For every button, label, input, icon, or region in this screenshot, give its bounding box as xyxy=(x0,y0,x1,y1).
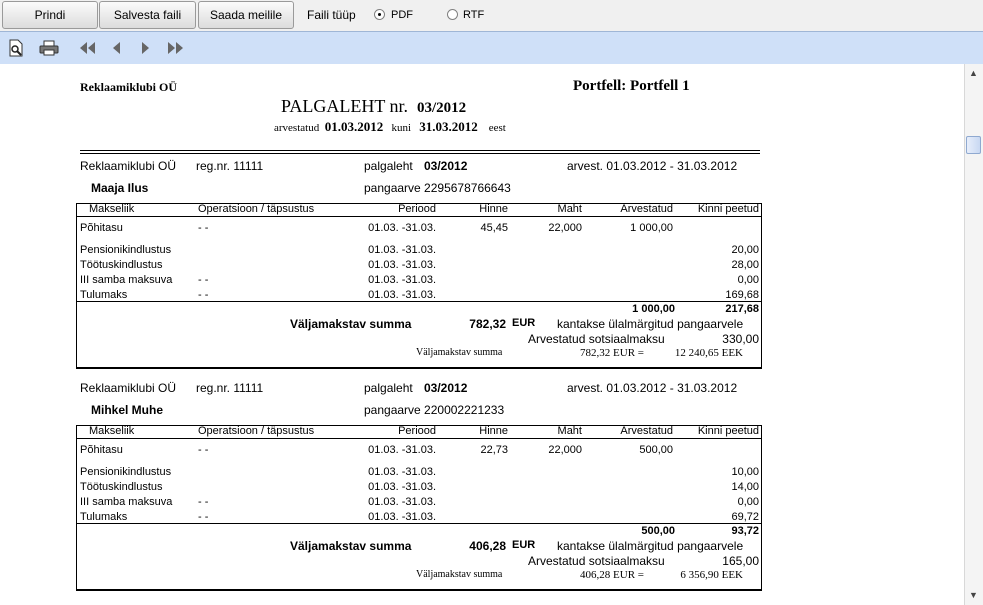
column-header: Makseliik xyxy=(89,425,135,437)
radio-rtf-label[interactable]: RTF xyxy=(463,9,485,21)
last-page-icon[interactable] xyxy=(164,38,188,58)
column-header: Arvestatud xyxy=(620,425,673,437)
table-cell: 22,000 xyxy=(548,222,582,234)
table-cell: 22,73 xyxy=(480,444,508,456)
radio-pdf[interactable] xyxy=(374,9,385,20)
table-cell: 01.03. -31.03. xyxy=(368,466,436,478)
portfolio-header: Portfell: Portfell 1 xyxy=(573,78,690,94)
social-tax-value: 165,00 xyxy=(722,554,759,568)
table-cell: - - xyxy=(198,289,209,301)
payout-amount: 406,28 xyxy=(469,539,506,553)
payout-label: Väljamakstav summa xyxy=(290,539,412,553)
table-cell: 169,68 xyxy=(725,289,759,301)
report-period xyxy=(274,119,506,135)
sheet-label: palgaleht xyxy=(364,381,413,395)
payout-currency: EUR xyxy=(512,539,536,551)
bank-account: pangaarve 2295678766643 xyxy=(364,181,511,195)
employee-name: Mihkel Muhe xyxy=(91,403,164,417)
payout-note: kantakse ülalmärgitud pangaarvele xyxy=(557,539,744,553)
top-toolbar xyxy=(0,0,983,31)
scroll-thumb[interactable] xyxy=(966,136,981,154)
table-cell: 22,000 xyxy=(548,444,582,456)
social-tax-value: 330,00 xyxy=(722,332,759,346)
total-withheld: 93,72 xyxy=(731,525,759,537)
divider xyxy=(76,367,762,368)
table-cell: 01.03. -31.03. xyxy=(368,511,436,523)
column-header: Hinne xyxy=(479,425,508,437)
table-cell: Töötuskindlustus xyxy=(80,259,163,271)
table-cell: 14,00 xyxy=(731,481,759,493)
social-tax-label: Arvestatud sotsiaalmaksu xyxy=(528,554,665,568)
divider xyxy=(76,438,762,439)
payout-currency: EUR xyxy=(512,317,536,329)
title-number: 03/2012 xyxy=(417,100,467,116)
column-header: Kinni peetud xyxy=(697,203,759,215)
table-cell: III samba maksuva xyxy=(80,496,173,508)
table-cell: Pensionikindlustus xyxy=(80,244,172,256)
preview-navbar xyxy=(0,31,983,64)
table-cell: - - xyxy=(198,222,209,234)
next-page-icon[interactable] xyxy=(138,38,154,58)
conversion-eur: 406,28 EUR = xyxy=(580,569,644,581)
conversion-eur: 782,32 EUR = xyxy=(580,347,644,359)
table-cell: - - xyxy=(198,496,209,508)
table-cell: 0,00 xyxy=(737,496,759,508)
total-accrued: 1 000,00 xyxy=(632,303,675,315)
payout-amount: 782,32 xyxy=(469,317,506,331)
report-preview xyxy=(0,64,964,605)
table-cell: 28,00 xyxy=(731,259,759,271)
employee-regnr: reg.nr. 11111 xyxy=(196,381,264,395)
printer-icon[interactable] xyxy=(38,38,60,58)
table-cell: 01.03. -31.03. xyxy=(368,222,436,234)
sheet-number: 03/2012 xyxy=(424,381,468,395)
radio-rtf[interactable] xyxy=(447,9,458,20)
table-cell: Põhitasu xyxy=(80,444,123,456)
column-header: Operatsioon / täpsustus xyxy=(198,425,315,437)
column-header: Makseliik xyxy=(89,203,135,215)
send-email-button[interactable]: Saada meilile xyxy=(198,1,294,29)
page-title xyxy=(281,96,466,117)
column-header: Maht xyxy=(557,425,582,437)
payout-label: Väljamakstav summa xyxy=(290,317,412,331)
employee-period: arvest. 01.03.2012 - 31.03.2012 xyxy=(567,381,738,395)
table-cell: 01.03. -31.03. xyxy=(368,444,436,456)
prev-page-icon[interactable] xyxy=(108,38,124,58)
table-cell: 500,00 xyxy=(639,444,673,456)
save-file-button[interactable]: Salvesta faili xyxy=(99,1,196,29)
title-prefix: PALGALEHT nr. xyxy=(281,96,409,116)
first-page-icon[interactable] xyxy=(76,38,98,58)
column-header: Periood xyxy=(398,425,436,437)
table-cell: 01.03. -31.03. xyxy=(368,496,436,508)
payout-note: kantakse ülalmärgitud pangaarvele xyxy=(557,317,744,331)
table-cell: 01.03. -31.03. xyxy=(368,289,436,301)
sheet-number: 03/2012 xyxy=(424,159,468,173)
employee-regnr: reg.nr. 11111 xyxy=(196,159,264,173)
date-to: 31.03.2012 xyxy=(419,119,478,134)
divider xyxy=(76,589,762,590)
table-cell: - - xyxy=(198,444,209,456)
table-cell: Tulumaks xyxy=(80,511,128,523)
company-header: Reklaamiklubi OÜ xyxy=(80,80,178,94)
conversion-label: Väljamakstav summa xyxy=(416,347,503,358)
total-accrued: 500,00 xyxy=(641,525,675,537)
table-cell: Pensionikindlustus xyxy=(80,466,172,478)
date-from: 01.03.2012 xyxy=(324,119,384,134)
divider xyxy=(80,153,760,154)
table-cell: 20,00 xyxy=(731,244,759,256)
column-header: Maht xyxy=(557,203,582,215)
until-label: kuni xyxy=(391,122,412,134)
table-cell: Töötuskindlustus xyxy=(80,481,163,493)
table-cell: 69,72 xyxy=(731,511,759,523)
divider xyxy=(76,216,762,217)
conversion-eek: 12 240,65 EEK xyxy=(674,347,743,359)
column-header: Kinni peetud xyxy=(697,425,759,437)
print-button[interactable]: Prindi xyxy=(2,1,98,29)
radio-pdf-label[interactable]: PDF xyxy=(391,9,413,21)
scroll-up-icon[interactable]: ▲ xyxy=(969,68,978,78)
bank-account: pangaarve 220002221233 xyxy=(364,403,505,417)
divider xyxy=(76,523,762,524)
table-cell: 10,00 xyxy=(731,466,759,478)
for-label: eest xyxy=(488,122,506,134)
table-cell: 1 000,00 xyxy=(630,222,673,234)
total-withheld: 217,68 xyxy=(725,303,759,315)
calc-label: arvestatud xyxy=(274,122,320,134)
table-cell: 01.03. -31.03. xyxy=(368,274,436,286)
conversion-label: Väljamakstav summa xyxy=(416,569,503,580)
social-tax-label: Arvestatud sotsiaalmaksu xyxy=(528,332,665,346)
divider xyxy=(80,150,760,151)
column-header: Hinne xyxy=(479,203,508,215)
file-type-label: Faili tüüp xyxy=(307,8,356,22)
column-header: Periood xyxy=(398,203,436,215)
divider xyxy=(76,301,762,302)
employee-company: Reklaamiklubi OÜ xyxy=(80,159,177,173)
table-cell: Põhitasu xyxy=(80,222,123,234)
conversion-eek: 6 356,90 EEK xyxy=(680,569,743,581)
column-header: Operatsioon / täpsustus xyxy=(198,203,315,215)
employee-name: Maaja Ilus xyxy=(91,181,149,195)
employee-company: Reklaamiklubi OÜ xyxy=(80,381,177,395)
table-cell: - - xyxy=(198,274,209,286)
column-header: Arvestatud xyxy=(620,203,673,215)
table-cell: 01.03. -31.03. xyxy=(368,481,436,493)
table-cell: III samba maksuva xyxy=(80,274,173,286)
sheet-label: palgaleht xyxy=(364,159,413,173)
table-cell: - - xyxy=(198,511,209,523)
table-cell: 01.03. -31.03. xyxy=(368,259,436,271)
employee-period: arvest. 01.03.2012 - 31.03.2012 xyxy=(567,159,738,173)
table-cell: 45,45 xyxy=(480,222,508,234)
preview-icon[interactable] xyxy=(6,38,26,58)
vertical-scrollbar[interactable] xyxy=(964,64,983,605)
scroll-down-icon[interactable]: ▼ xyxy=(969,590,978,600)
table-cell: Tulumaks xyxy=(80,289,128,301)
table-cell: 01.03. -31.03. xyxy=(368,244,436,256)
table-cell: 0,00 xyxy=(737,274,759,286)
